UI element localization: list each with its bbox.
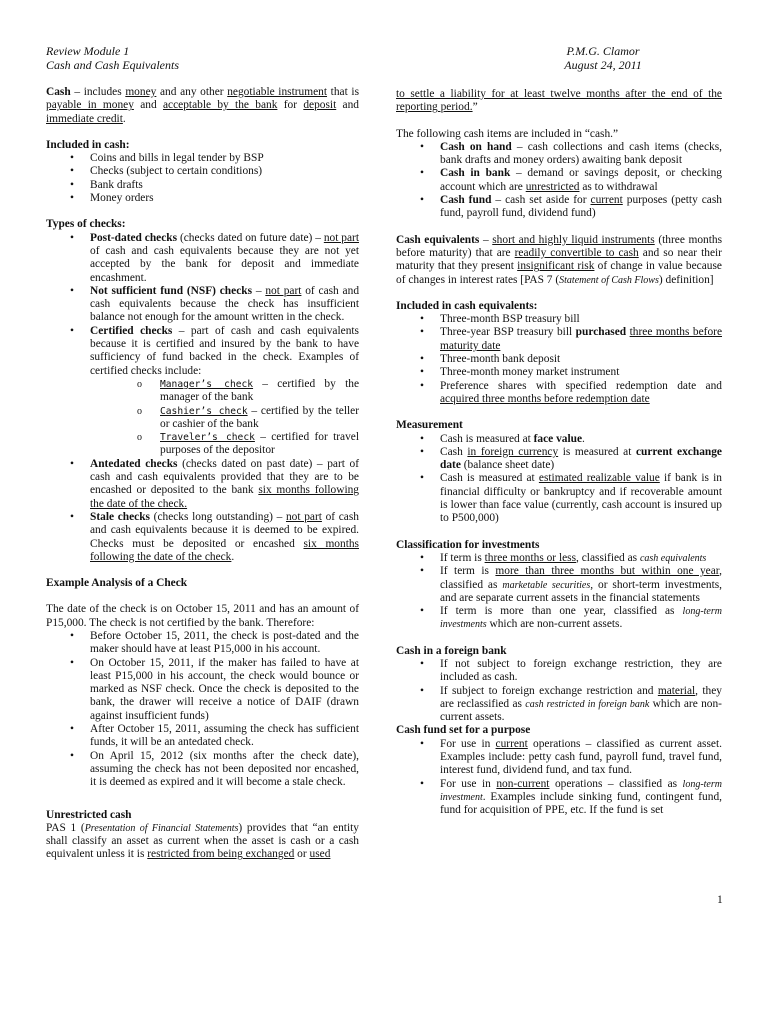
list-item: • Three-year BSP treasury bill purchased three months before maturity date	[396, 326, 722, 353]
cash-definition: Cash – includes money and any other negotiable instrument that is payable in money and acceptable by the bank for deposit and immediate credit.	[46, 86, 360, 125]
included-in-cash-list	[46, 152, 359, 205]
list-item: • If term is more than one year, classified as long-term investments which are non-current assets.	[396, 605, 722, 632]
list-item: • Three-month bank deposit	[396, 353, 722, 366]
certified-checks-sublist	[134, 378, 359, 458]
measurement-list	[396, 433, 722, 526]
list-item: • Cash fund – cash set aside for current purposes (petty cash fund, payroll fund, dividend fund)	[396, 194, 722, 221]
list-item: • If term is three months or less, classified as cash equivalents	[396, 552, 722, 565]
list-item: • If term is more than three months but within one year, classified as marketable securities, or short-term investments, and are separate current assets in the financial statements	[396, 565, 722, 605]
header-right	[548, 44, 658, 72]
example-analysis-heading: Example Analysis of a Check	[46, 577, 188, 590]
list-item: • Cash in bank – demand or savings deposit, or checking account which are unrestricted as to withdrawal	[396, 167, 722, 194]
cash-fund-list	[396, 738, 722, 818]
list-item: • Cash is measured at estimated realizable value if bank is in financial difficulty or bankruptcy and if recoverable amount is lower than face value (currently, cash account is insured up to P500,000)	[396, 472, 722, 525]
cash-equivalents-list	[396, 313, 722, 406]
list-item: • Checks (subject to certain conditions)	[46, 165, 359, 178]
list-item: • If subject to foreign exchange restriction and material, they are reclassified as cash restricted in foreign bank which are non-current assets.	[396, 685, 722, 725]
cash-equivalents-definition: Cash equivalents – short and highly liquid instruments (three months before maturity) that are readily convertible to cash and so near their maturity that they present insignificant risk of change in value because of changes in interest rates [PAS 7 (Statement of Cash Flows) definition]	[396, 233, 723, 286]
list-item: • Cash is measured at face value.	[396, 433, 722, 446]
list-item: • Money orders	[46, 192, 359, 205]
list-item: • Before October 15, 2011, the check is post-dated and the maker should have at least P15,000 in his account.	[46, 630, 359, 657]
list-item: • Coins and bills in legal tender by BSP	[46, 152, 359, 165]
classification-heading: Classification for investments	[396, 538, 540, 551]
measurement-heading: Measurement	[396, 419, 463, 432]
foreign-bank-heading: Cash in a foreign bank	[396, 644, 507, 657]
classification-list	[396, 552, 722, 632]
included-in-cash-heading: Included in cash:	[46, 138, 130, 151]
list-item: • Bank drafts	[46, 179, 359, 192]
list-item: • For use in non-current operations – classified as long-term investment. Examples include sinking fund, contingent fund, fund for acquisition of PPE, etc. If the fund is set	[396, 778, 722, 818]
cash-fund-heading: Cash fund set for a purpose	[396, 724, 531, 737]
types-of-checks-list	[46, 232, 359, 564]
author: P.M.G. Clamor	[566, 44, 640, 58]
left-column	[46, 86, 359, 862]
certified-checks-item: • Certified checks – part of cash and cash equivalents because it is certified and insured by the bank to have sufficiency of fund backed in the check. Examples of certified checks include: o Manager’s check – certified by the manager of the bank o Cashier’s check – certified by the teller or cashier of the bank o Traveler’s check – certified for travel purposes of the depositor	[46, 325, 359, 458]
nsf-checks-item: • Not sufficient fund (NSF) checks – not part of cash and cash equivalents because the check has insufficient balance not enough for the amount written in the check.	[46, 285, 359, 325]
pas1-continuation: to settle a liability for at least twelve months after the end of the reporting period.”	[396, 88, 722, 114]
post-dated-checks-item: • Post-dated checks (checks dated on future date) – not part of cash and cash equivalents because they are not yet accepted by the bank for deposit and immediate encashment.	[46, 232, 359, 285]
list-item: • Cash on hand – cash collections and cash items (checks, bank drafts and money orders) awaiting bank deposit	[396, 141, 722, 168]
right-column	[396, 88, 722, 818]
unrestricted-cash-heading: Unrestricted cash	[46, 808, 132, 821]
list-item: • Preference shares with specified redemption date and acquired three months before redemption date	[396, 380, 722, 407]
list-item: • After October 15, 2011, assuming the check has sufficient funds, it will be an antedated check.	[46, 723, 359, 750]
following-items-intro: The following cash items are included in “cash.”	[396, 127, 619, 140]
list-item: • Three-month BSP treasury bill	[396, 313, 722, 326]
antedated-checks-item: • Antedated checks (checks dated on past date) – part of cash and cash equivalents provided that they are to be encashed or deposited to the bank six months following the date of the check.	[46, 458, 359, 511]
foreign-bank-list	[396, 658, 722, 724]
unrestricted-cash-paragraph: PAS 1 (Presentation of Financial Statements) provides that “an entity shall classify an asset as current when the asset is cash or a cash equivalent unless it is restricted from being exchanged or used	[46, 821, 359, 861]
example-analysis-list	[46, 630, 359, 790]
sub-list-item: o Manager’s check – certified by the manager of the bank	[134, 378, 359, 405]
sub-list-item: o Cashier’s check – certified by the teller or cashier of the bank	[134, 405, 359, 432]
sub-list-item: o Traveler’s check – certified for travel purposes of the depositor	[134, 431, 359, 458]
list-item: • For use in current operations – classified as current asset. Examples include: petty cash fund, payroll fund, travel fund, interest fund, dividend fund, and tax fund.	[396, 738, 722, 778]
example-intro: The date of the check is on October 15, 2011 and has an amount of P15,000. The check is not certified by the bank. Therefore:	[46, 603, 359, 629]
stale-checks-item: • Stale checks (checks long outstanding) – not part of cash and cash equivalents because it is deemed to be expired. Checks must be deposited or encashed six months following the date of the check.	[46, 511, 359, 564]
list-item: • On April 15, 2012 (six months after the check date), assuming the check has not been deposited nor encashed, it is deemed as expired and it will become a stale check.	[46, 750, 359, 790]
list-item: • On October 15, 2011, if the maker has failed to have at least P15,000 in his account, the check would bounce or marked as NSF check. Once the check is deposited to the bank, the drawer will receive a notice of DAIF (drawn against insufficient funds)	[46, 657, 359, 723]
cash-items-list	[396, 141, 722, 221]
types-of-checks-heading: Types of checks:	[46, 218, 126, 231]
date: August 24, 2011	[564, 58, 642, 72]
page-number: 1	[717, 894, 723, 906]
module-subtitle: Cash and Cash Equivalents	[46, 58, 180, 72]
list-item: • Cash in foreign currency is measured at current exchange date (balance sheet date)	[396, 446, 722, 473]
list-item: • Three-month money market instrument	[396, 366, 722, 379]
module-title: Review Module 1	[46, 44, 130, 58]
header-left	[46, 44, 179, 72]
list-item: • If not subject to foreign exchange restriction, they are included as cash.	[396, 658, 722, 685]
included-in-cash-equivalents-heading: Included in cash equivalents:	[396, 299, 538, 312]
